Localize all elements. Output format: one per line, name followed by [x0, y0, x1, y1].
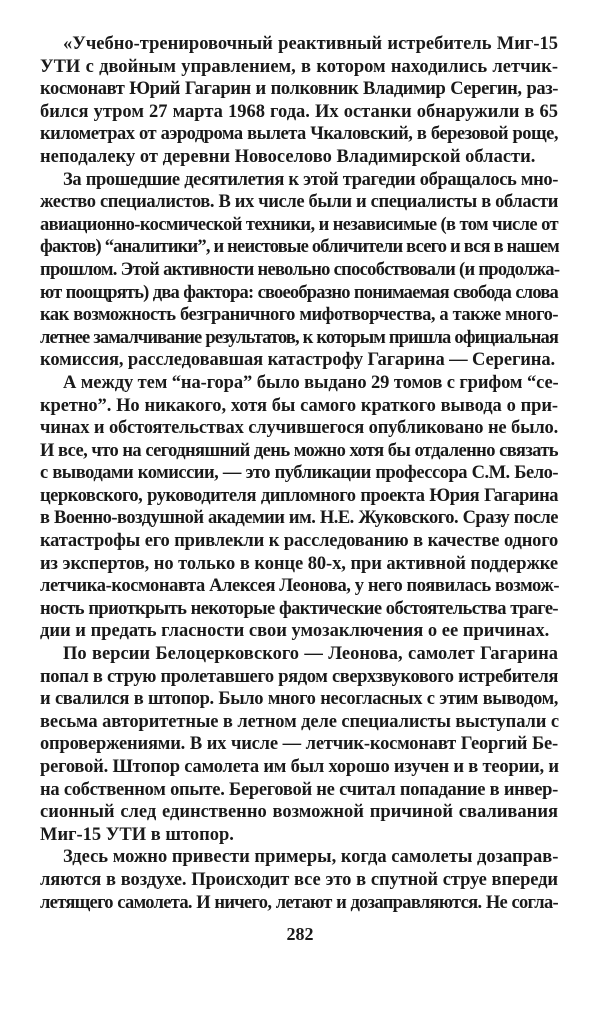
- text-line: церковского, руководителя дипломного проекта Юрия Гагарина: [40, 485, 558, 506]
- paragraph: [40, 169, 558, 372]
- text-line: дии и предать гласности свои умозаключения о ее причинах.: [40, 621, 550, 642]
- text-line: опровержениями. В их числе — летчик-космонавт Георгий Бе-: [40, 734, 558, 755]
- text-line: «Учебно-тренировочный реактивный истребитель Миг-15: [63, 34, 558, 54]
- text-line: ют поощрять) два фактора: своеобразно понимаемая свобода слова: [40, 282, 558, 303]
- text-line: на собственном опыте. Береговой не считал попадание в инвер-: [40, 779, 558, 800]
- text-line: километрах от аэродрома вылета Чкаловский, в березовой роще,: [40, 124, 558, 145]
- text-line: катастрофы его привлекли к расследованию в качестве одного: [40, 531, 558, 552]
- text-line: комиссия, расследовавшая катастрофу Гагарина — Серегина.: [40, 350, 556, 371]
- text-line: космонавт Юрий Гагарин и полковник Владимир Серегин, раз-: [40, 79, 558, 100]
- text-line: УТИ с двойным управлением, в котором находились летчик-: [40, 56, 558, 77]
- text-line: ляются в воздухе. Происходит все это в спутной струе впереди: [40, 869, 558, 890]
- text-line: прошлом. Этой активности невольно способствовали (и продолжа-: [40, 259, 560, 280]
- text-line: бился утром 27 марта 1968 года. Их останки обнаружили в 65: [40, 101, 558, 122]
- page-number: 282: [286, 924, 314, 944]
- text-line: фактов) “аналитики”, и неистовые обличители всего и вся в нашем: [40, 237, 559, 258]
- text-line: летнее замалчивание результатов, к которым пришла официальная: [40, 327, 558, 348]
- paragraph: [40, 372, 558, 643]
- text-line: кретно”. Но никакого, хотя бы самого краткого вывода о при-: [40, 395, 558, 416]
- text-line: и свалился в штопор. Было много несогласных с этим выводом,: [40, 689, 558, 710]
- text-line: из экспертов, но только в конце 80-х, при активной поддержке: [40, 553, 558, 574]
- text-line: летчика-космонавта Алексея Леонова, у него появилась возмож-: [40, 576, 560, 597]
- text-line: в Военно-воздушной академии им. Н.Е. Жуковского. Сразу после: [40, 508, 558, 529]
- text-line: Здесь можно привести примеры, когда самолеты дозаправ-: [63, 847, 559, 868]
- text-line: И все, что на сегодняшний день можно хотя бы отдаленно связать: [40, 440, 558, 461]
- text-line: неподалеку от деревни Новоселово Владимирской области.: [40, 146, 536, 167]
- text-line: весьма авторитетные в летном деле специалисты выступали с: [40, 711, 559, 732]
- text-line: По версии Белоцерковского — Леонова, самолет Гагарина: [63, 644, 558, 665]
- text-line: ность приоткрыть некоторые фактические обстоятельства траге-: [40, 598, 558, 619]
- paragraph: [40, 846, 558, 914]
- book-page-body: [40, 33, 558, 914]
- text-line: попал в струю пролетавшего рядом сверхзвукового истребителя: [40, 666, 558, 687]
- text-line: реговой. Штопор самолета им был хорошо изучен и в теории, и: [40, 757, 559, 777]
- text-line: сионный след единственно возможной причиной сваливания: [40, 802, 558, 823]
- text-line: как возможность безграничного мифотворчества, а также много-: [40, 305, 558, 326]
- paragraph: [40, 643, 558, 846]
- text-line: чинах и обстоятельствах случившегося опубликовано не было.: [40, 418, 558, 439]
- paragraph: [40, 33, 558, 169]
- text-line: Миг-15 УТИ в штопор.: [40, 824, 234, 845]
- text-line: жество специалистов. В их числе были и специалисты в области: [40, 192, 558, 213]
- text-line: А между тем “на-гора” было выдано 29 томов с грифом “се-: [63, 372, 559, 393]
- text-line: За прошедшие десятилетия к этой трагедии обращалось мно-: [63, 169, 558, 190]
- text-line: авиационно-космической техники, и независимые (в том числе от: [40, 214, 558, 235]
- text-line: летящего самолета. И ничего, летают и дозаправляются. Не согла-: [40, 892, 558, 913]
- text-line: с выводами комиссии, — это публикации профессора С.М. Бело-: [40, 463, 558, 484]
